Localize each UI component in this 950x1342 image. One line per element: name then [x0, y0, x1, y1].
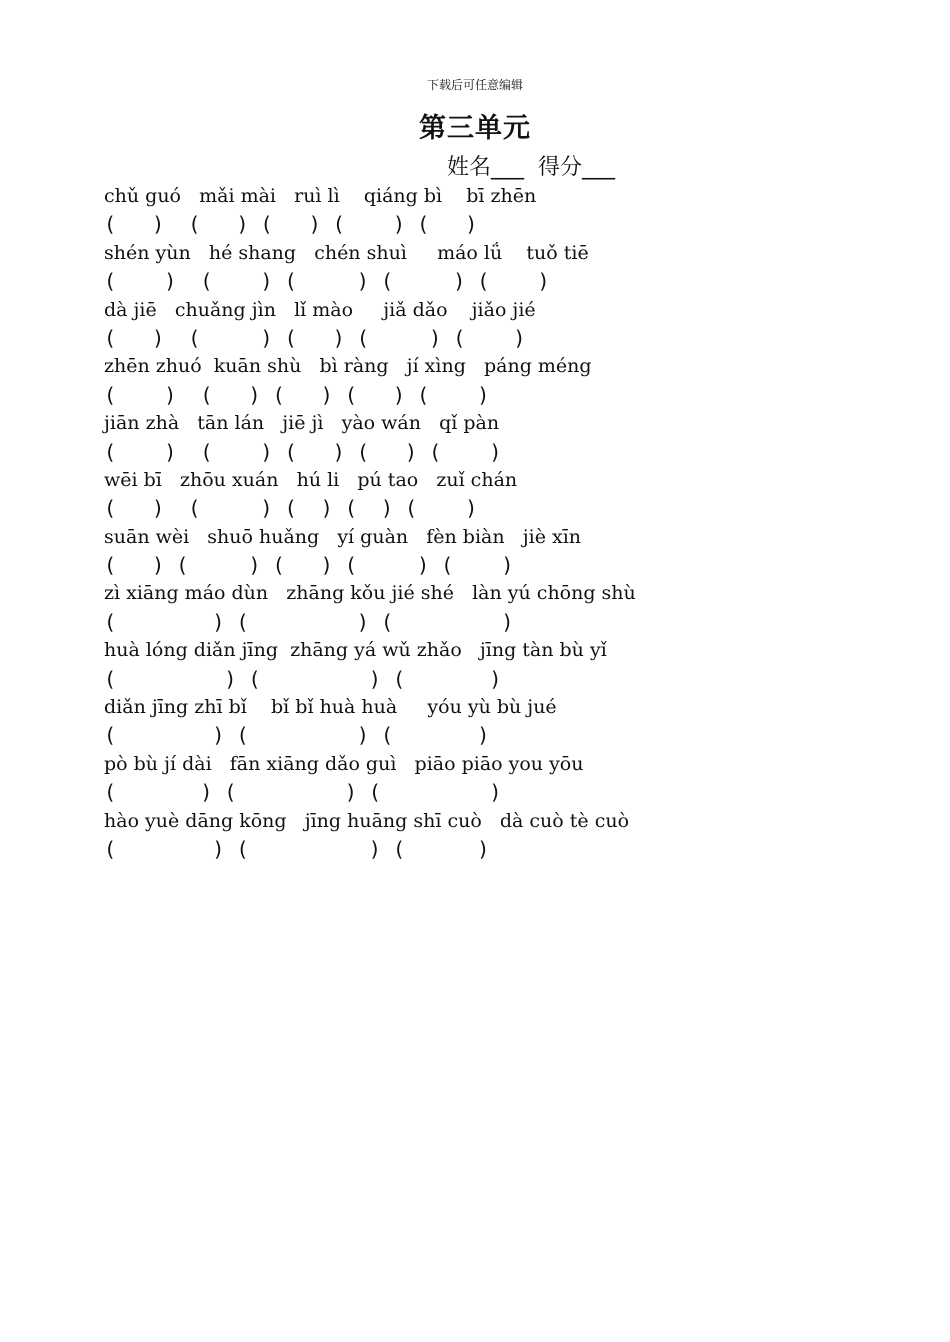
answer-brackets-row: ( ) ( ) ( )	[104, 836, 490, 861]
page-title: 第三单元	[419, 113, 531, 144]
answer-brackets-row: ( ) ( ) ( ) ( ) ( )	[104, 553, 514, 578]
answer-brackets-row: ( ) ( ) ( ) ( ) ( )	[104, 496, 478, 521]
pinyin-row: shén yùn hé shang chén shuì máo lǘ tuǒ tiē	[104, 241, 589, 264]
exercise-body	[104, 182, 636, 863]
answer-brackets-row: ( ) ( ) ( )	[104, 666, 502, 691]
pinyin-row: jiān zhà tān lán jiē jì yào wán qǐ pàn	[104, 412, 500, 435]
name-score-line: 姓名___ 得分___	[447, 155, 615, 180]
pinyin-row: zì xiāng máo dùn zhāng kǒu jié shé làn yú chōng shù	[104, 582, 636, 605]
pinyin-row: suān wèi shuō huǎng yí guàn fèn biàn jiè xīn	[104, 525, 582, 548]
answer-brackets-row: ( ) ( ) ( ) ( ) ( )	[104, 212, 478, 237]
pinyin-row: diǎn jīng zhī bǐ bǐ bǐ huà huà yóu yù bù jué	[104, 696, 557, 719]
answer-brackets-row: ( ) ( ) ( )	[104, 780, 502, 805]
pinyin-row: dà jiē chuǎng jìn lǐ mào jiǎ dǎo jiǎo jié	[104, 298, 536, 321]
answer-brackets-row: ( ) ( ) ( )	[104, 723, 490, 748]
pinyin-row: zhēn zhuó kuān shù bì ràng jí xìng páng méng	[104, 355, 592, 378]
pinyin-row: chǔ guó mǎi mài ruì lì qiáng bì bī zhēn	[104, 185, 537, 207]
answer-brackets-row: ( ) ( ) ( ) ( ) ( )	[104, 382, 490, 407]
header-note: 下载后可任意编辑	[426, 78, 523, 92]
pinyin-row: hào yuè dāng kōng jīng huāng shī cuò dà cuò tè cuò	[104, 809, 630, 832]
pinyin-row: huà lóng diǎn jīng zhāng yá wǔ zhǎo jīng tàn bù yǐ	[104, 639, 607, 662]
answer-brackets-row: ( ) ( ) ( ) ( ) ( )	[104, 325, 526, 350]
pinyin-row: pò bù jí dài fān xiāng dǎo guì piāo piāo you yōu	[104, 752, 584, 775]
answer-brackets-row: ( ) ( ) ( )	[104, 609, 514, 634]
answer-brackets-row: ( ) ( ) ( ) ( ) ( )	[104, 439, 502, 464]
answer-brackets-row: ( ) ( ) ( ) ( ) ( )	[104, 269, 550, 294]
pinyin-row: wēi bī zhōu xuán hú li pú tao zuǐ chán	[104, 468, 518, 491]
